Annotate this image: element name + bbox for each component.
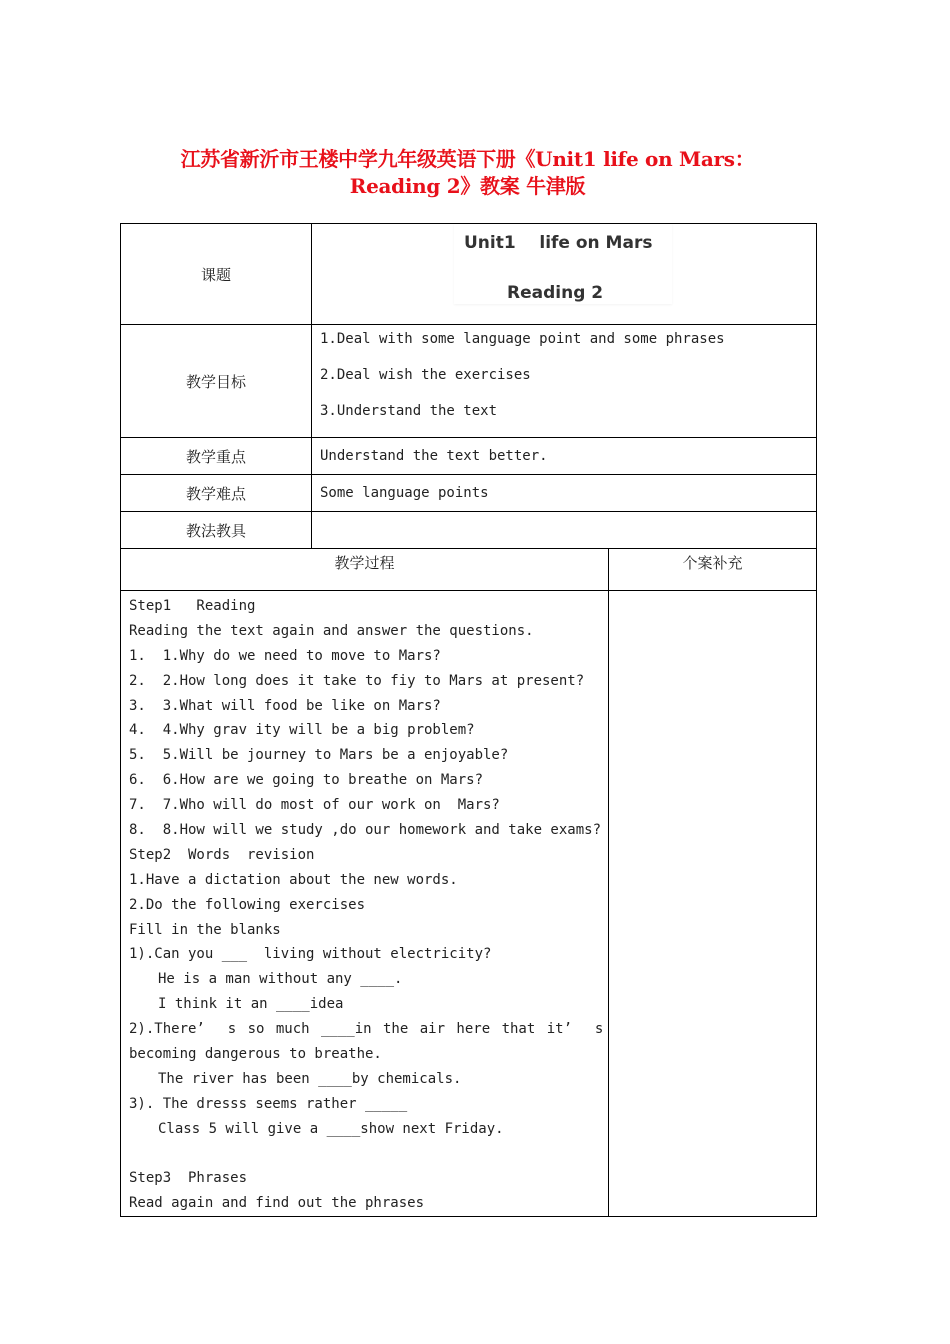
topic-title-image xyxy=(454,224,672,304)
document-title-line2: Reading 2》教案 牛津版 xyxy=(349,174,586,198)
exercise-line: 3). The dresss seems rather _____ xyxy=(129,1095,408,1112)
step-heading: Step3 Phrases xyxy=(129,1170,248,1187)
difficulties-value: Some language points xyxy=(312,475,817,512)
exercise-line: He is a man without any ____. xyxy=(158,971,403,988)
step-heading: Step1 Reading xyxy=(129,598,256,614)
key-points-label: 教学重点 xyxy=(121,438,312,475)
lesson-plan-table xyxy=(120,223,817,1217)
supplement-header: 个案补充 xyxy=(609,549,817,591)
step-line: Fill in the blanks xyxy=(129,921,281,938)
objective-item: 3.Understand the text xyxy=(320,403,498,419)
exercise-line: 2).There’ s so much ____in the air here that it’ s xyxy=(129,1021,604,1038)
step-line: 1.Have a dictation about the new words. xyxy=(129,871,458,888)
document-title xyxy=(120,146,815,200)
question-item: 4. 4.Why grav ity will be a big problem? xyxy=(129,722,475,739)
methods-row xyxy=(121,512,817,549)
objective-item: 2.Deal wish the exercises xyxy=(320,367,531,383)
question-item: 7. 7.Who will do most of our work on Mars? xyxy=(129,797,500,814)
question-item: 5. 5.Will be journey to Mars be a enjoyable? xyxy=(129,747,509,764)
objectives-list xyxy=(312,325,817,438)
question-item: 8. 8.How will we study ,do our homework and take exams? xyxy=(129,822,602,839)
topic-label: 课题 xyxy=(121,224,312,325)
key-points-row xyxy=(121,438,817,475)
objective-item: 1.Deal with some language point and some phrases xyxy=(320,331,725,347)
topic-unit-title: Unit1 life on Mars xyxy=(464,233,653,253)
step-line: 2.Do the following exercises xyxy=(129,896,366,913)
process-body-row xyxy=(121,591,817,1217)
difficulties-label: 教学难点 xyxy=(121,475,312,512)
exercise-line: Class 5 will give a ____show next Friday. xyxy=(158,1120,504,1137)
objectives-row xyxy=(121,325,817,438)
methods-label: 教法教具 xyxy=(121,512,312,549)
exercise-line: The river has been ____by chemicals. xyxy=(158,1070,462,1087)
process-header: 教学过程 xyxy=(121,549,609,591)
exercise-line: I think it an ____idea xyxy=(158,996,344,1013)
blank-line xyxy=(129,1142,608,1167)
topic-row xyxy=(121,224,817,325)
supplement-cell xyxy=(609,591,817,1217)
question-item: 3. 3.What will food be like on Mars? xyxy=(129,697,441,714)
topic-reading-title: Reading 2 xyxy=(507,283,604,303)
methods-value xyxy=(312,512,817,549)
key-points-value: Understand the text better. xyxy=(312,438,817,475)
step-line: Reading the text again and answer the questions. xyxy=(129,622,534,639)
difficulties-row xyxy=(121,475,817,512)
question-item: 1. 1.Why do we need to move to Mars? xyxy=(129,647,441,664)
question-item: 6. 6.How are we going to breathe on Mars? xyxy=(129,772,484,789)
question-item: 2. 2.How long does it take to fiy to Mars at present? xyxy=(129,672,585,689)
process-header-row xyxy=(121,549,817,591)
exercise-line: 1).Can you ___ living without electricity? xyxy=(129,946,492,963)
step-line: Read again and find out the phrases xyxy=(129,1195,425,1212)
exercise-line: becoming dangerous to breathe. xyxy=(129,1046,382,1063)
document-title-line1: 江苏省新沂市王楼中学九年级英语下册《Unit1 life on Mars： xyxy=(180,147,755,171)
process-steps xyxy=(121,591,609,1217)
objectives-label: 教学目标 xyxy=(121,325,312,438)
step-heading: Step2 Words revision xyxy=(129,846,315,863)
topic-value-cell xyxy=(312,224,817,325)
